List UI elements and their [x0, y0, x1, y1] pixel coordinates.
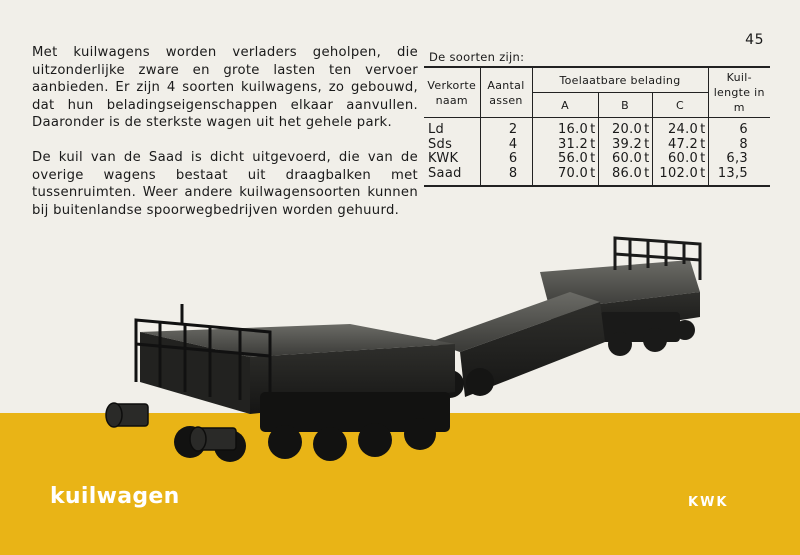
- value: 47.2: [667, 136, 699, 152]
- value: 86.0: [611, 165, 643, 181]
- wagon-types-table: [424, 66, 770, 187]
- intro-paragraph-2: De kuil van de Saad is dicht uitgevoerd, die van de overige wagens bestaat uit draagbalken met tussenruimten. Weer andere kuilwagensoorten kunnen bij buitenlandse spoorwegbedrijven worden gehuurd.: [32, 149, 418, 218]
- value: 56.0: [557, 151, 589, 166]
- cell-axles: 6: [480, 152, 532, 167]
- cell-load-a: [532, 118, 598, 138]
- cell-axles: 4: [480, 138, 532, 153]
- table-row: [424, 138, 770, 153]
- table-row: [424, 167, 770, 187]
- cell-load-c: [652, 118, 708, 138]
- cell-length: 6,3: [708, 152, 770, 167]
- cell-length: 8: [708, 138, 770, 153]
- cell-axles: 2: [480, 118, 532, 138]
- value: 102.0: [659, 165, 699, 181]
- cell-name: Saad: [424, 167, 480, 187]
- unit: t: [700, 151, 706, 166]
- unit: t: [644, 165, 650, 181]
- cell-load-c: [652, 138, 708, 153]
- value: 31.2: [557, 136, 589, 152]
- value: 39.2: [611, 136, 643, 152]
- value: 16.0: [557, 122, 589, 137]
- header-load-b: B: [598, 93, 652, 118]
- unit: t: [700, 165, 706, 181]
- unit: t: [644, 122, 650, 137]
- band-title: kuilwagen: [50, 484, 180, 509]
- cell-name: Ld: [428, 122, 445, 137]
- table-caption: De soorten zijn:: [429, 50, 525, 64]
- unit: t: [644, 136, 650, 152]
- value: 60.0: [667, 151, 699, 166]
- cell-load-b: [598, 152, 652, 167]
- unit: t: [590, 165, 596, 181]
- cell-load-a: [532, 167, 598, 187]
- cell-load-a: [532, 152, 598, 167]
- cell-load-c: [652, 167, 708, 187]
- value: 20.0: [611, 122, 643, 137]
- header-load: Toelaatbare belading: [532, 67, 708, 93]
- header-axles: Aantal assen: [480, 67, 532, 118]
- unit: t: [700, 136, 706, 152]
- unit: t: [644, 151, 650, 166]
- cell-axles: 8: [480, 167, 532, 187]
- header-load-a: A: [532, 93, 598, 118]
- unit: t: [590, 122, 596, 137]
- cell-length: 6: [708, 118, 770, 138]
- cell-load-b: [598, 118, 652, 138]
- cell-name: KWK: [428, 151, 459, 166]
- cell-load-b: [598, 138, 652, 153]
- band-code: KWK: [688, 495, 729, 510]
- kuilwagen-photo: [100, 232, 720, 502]
- intro-text: [32, 44, 418, 236]
- cell-load-c: [652, 152, 708, 167]
- unit: t: [590, 136, 596, 152]
- table-row: [424, 118, 770, 138]
- cell-load-a: [532, 138, 598, 153]
- intro-paragraph-1: Met kuilwagens worden verladers geholpen, die uitzonderlijke zware en grote lasten ten vervoer aanbieden. Er zijn 4 soorten kuilwagens, zo gebouwd, dat hun beladingseigenschappen elkaar aanvullen. Daaronder is de sterkste wagen uit het gehele park.: [32, 45, 418, 131]
- unit: t: [590, 151, 596, 166]
- value: 60.0: [611, 151, 643, 166]
- page-number: 45: [745, 32, 764, 48]
- header-abbrev: Verkorte naam: [424, 67, 480, 118]
- cell-name: Sds: [428, 136, 453, 152]
- cell-length: 13,5: [708, 167, 770, 187]
- header-length: Kuil-lengte in m: [708, 67, 770, 118]
- table-row: [424, 152, 770, 167]
- value: 24.0: [667, 122, 699, 137]
- unit: t: [700, 122, 706, 137]
- header-load-c: C: [652, 93, 708, 118]
- buffers: [106, 403, 236, 451]
- value: 70.0: [557, 165, 589, 181]
- cell-load-b: [598, 167, 652, 187]
